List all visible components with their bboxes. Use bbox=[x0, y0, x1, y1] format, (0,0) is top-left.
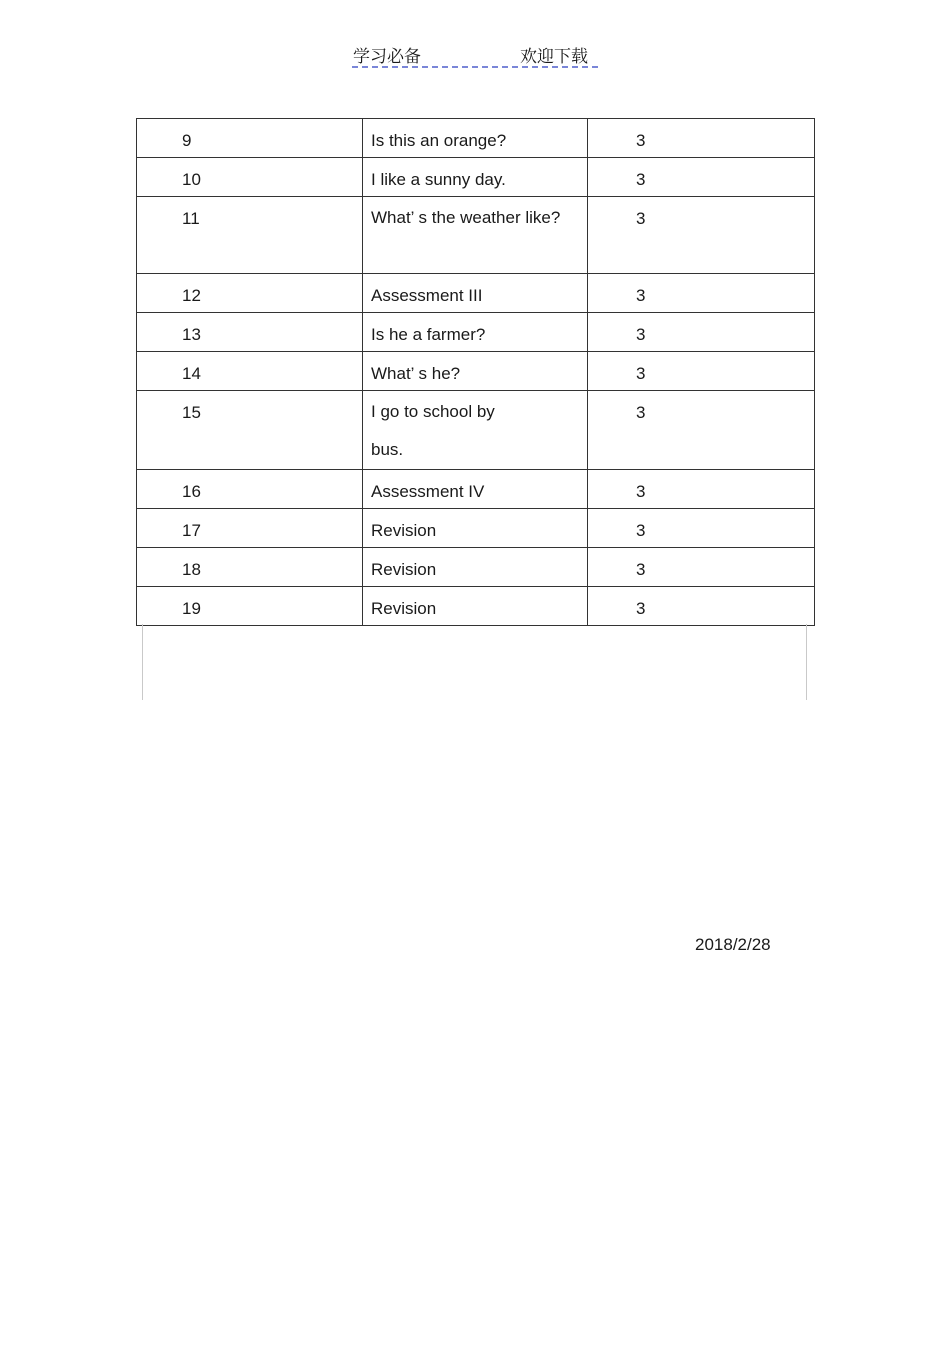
lesson-title: I go to school by bus. bbox=[371, 402, 495, 459]
lesson-hours: 3 bbox=[636, 560, 646, 579]
lesson-hours-cell bbox=[588, 313, 815, 352]
lesson-hours-cell bbox=[588, 509, 815, 548]
table-row bbox=[137, 509, 815, 548]
table-row bbox=[137, 197, 815, 274]
lesson-hours: 3 bbox=[636, 599, 646, 618]
lesson-title-cell bbox=[363, 352, 588, 391]
document-date: 2018/2/28 bbox=[695, 935, 771, 954]
lesson-title: Revision bbox=[371, 599, 437, 618]
table-row bbox=[137, 352, 815, 391]
lesson-number: 13 bbox=[182, 325, 201, 344]
lesson-title: Is this an orange? bbox=[371, 131, 507, 150]
table-row bbox=[137, 119, 815, 158]
lesson-hours: 3 bbox=[636, 521, 646, 540]
lesson-title-cell bbox=[363, 197, 588, 274]
table-row bbox=[137, 470, 815, 509]
lesson-title: What’ s he? bbox=[371, 364, 461, 383]
lesson-hours-cell bbox=[588, 274, 815, 313]
lesson-number-cell bbox=[137, 313, 363, 352]
lesson-hours: 3 bbox=[636, 403, 646, 422]
lesson-number-cell bbox=[137, 548, 363, 587]
lesson-title: I like a sunny day. bbox=[371, 170, 506, 189]
lesson-hours: 3 bbox=[636, 325, 646, 344]
page-margin-line-left bbox=[142, 624, 143, 700]
lesson-number: 9 bbox=[182, 131, 192, 150]
lesson-number: 10 bbox=[182, 170, 201, 189]
lesson-number: 17 bbox=[182, 521, 201, 540]
lesson-hours-cell bbox=[588, 391, 815, 470]
lesson-hours-cell bbox=[588, 352, 815, 391]
lesson-title-cell bbox=[363, 548, 588, 587]
lesson-title-cell bbox=[363, 587, 588, 626]
lesson-hours-cell bbox=[588, 197, 815, 274]
lesson-title-cell bbox=[363, 509, 588, 548]
lesson-number-cell bbox=[137, 197, 363, 274]
lesson-number: 12 bbox=[182, 286, 201, 305]
lesson-hours: 3 bbox=[636, 170, 646, 189]
lesson-hours-cell bbox=[588, 587, 815, 626]
lesson-number: 15 bbox=[182, 403, 201, 422]
lesson-hours: 3 bbox=[636, 131, 646, 150]
lesson-hours-cell bbox=[588, 119, 815, 158]
table-row bbox=[137, 313, 815, 352]
lesson-title: Assessment IV bbox=[371, 482, 485, 501]
lesson-schedule-table bbox=[136, 118, 815, 626]
lesson-title-cell bbox=[363, 274, 588, 313]
header-right-text: 欢迎下载 bbox=[520, 47, 588, 67]
lesson-title-cell bbox=[363, 470, 588, 509]
lesson-title: Revision bbox=[371, 560, 437, 579]
page-header bbox=[352, 40, 598, 68]
table-row bbox=[137, 391, 815, 470]
lesson-title: What’ s the weather like? bbox=[371, 208, 561, 227]
lesson-number-cell bbox=[137, 509, 363, 548]
lesson-title: Is he a farmer? bbox=[371, 325, 486, 344]
lesson-title-cell bbox=[363, 119, 588, 158]
lesson-hours: 3 bbox=[636, 286, 646, 305]
table-row bbox=[137, 274, 815, 313]
lesson-hours-cell bbox=[588, 548, 815, 587]
lesson-number: 16 bbox=[182, 482, 201, 501]
table-row bbox=[137, 587, 815, 626]
lesson-number-cell bbox=[137, 391, 363, 470]
lesson-hours: 3 bbox=[636, 364, 646, 383]
lesson-hours-cell bbox=[588, 470, 815, 509]
table-row bbox=[137, 158, 815, 197]
lesson-number-cell bbox=[137, 352, 363, 391]
lesson-hours: 3 bbox=[636, 482, 646, 501]
lesson-title: Revision bbox=[371, 521, 437, 540]
lesson-number-cell bbox=[137, 119, 363, 158]
lesson-number-cell bbox=[137, 158, 363, 197]
lesson-number-cell bbox=[137, 587, 363, 626]
lesson-title: Assessment III bbox=[371, 286, 483, 305]
lesson-hours-cell bbox=[588, 158, 815, 197]
lesson-number: 19 bbox=[182, 599, 201, 618]
lesson-number: 14 bbox=[182, 364, 201, 383]
lesson-number-cell bbox=[137, 274, 363, 313]
lesson-title-cell bbox=[363, 313, 588, 352]
page-margin-line-right bbox=[806, 624, 807, 700]
lesson-number: 18 bbox=[182, 560, 201, 579]
lesson-number: 11 bbox=[182, 209, 200, 228]
lesson-number-cell bbox=[137, 470, 363, 509]
lesson-hours: 3 bbox=[636, 209, 646, 228]
header-left-text: 学习必备 bbox=[353, 47, 421, 67]
lesson-title-cell bbox=[363, 158, 588, 197]
lesson-title-cell bbox=[363, 391, 588, 470]
table-row bbox=[137, 548, 815, 587]
